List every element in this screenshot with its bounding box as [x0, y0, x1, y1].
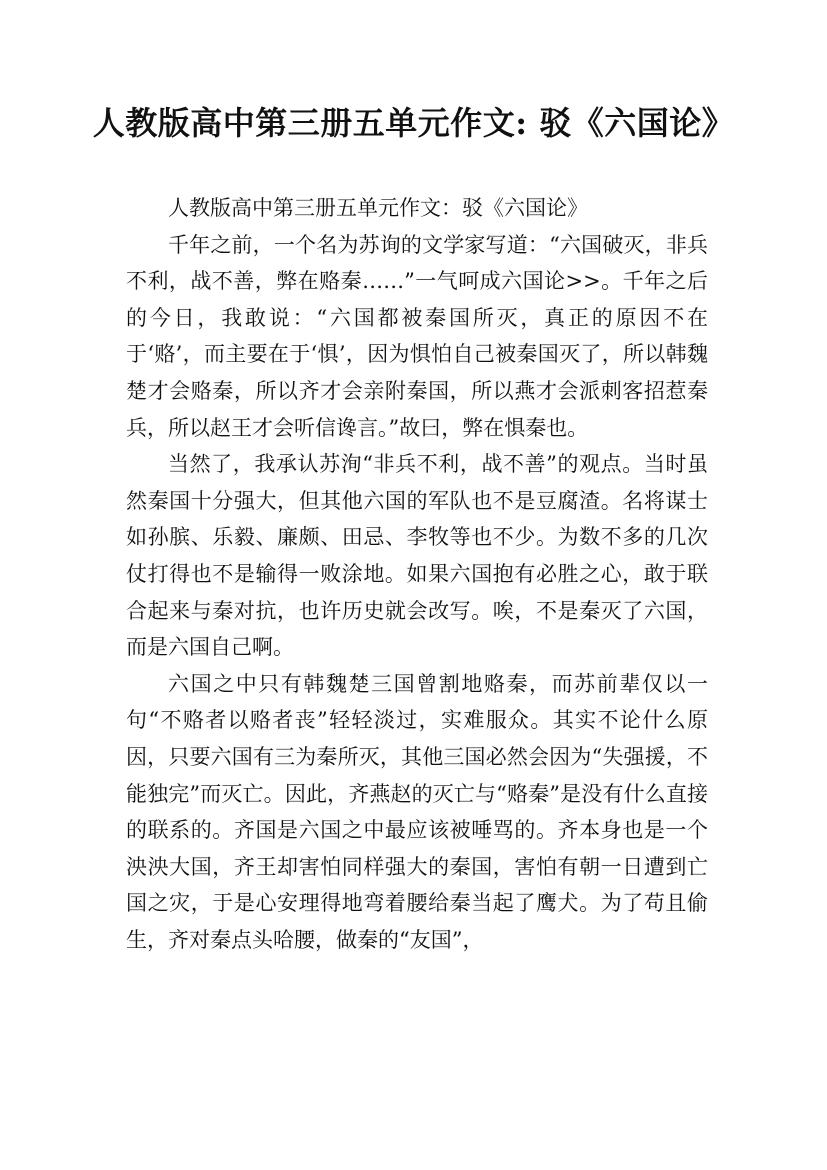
paragraph: 六国之中只有韩魏楚三国曾割地赂秦，而苏前辈仅以一句“不赂者以赂者丧”轻轻淡过，实难服众。其实不论什么原因，只要六国有三为秦所灭，其他三国必然会因为“失强援，不能独完”而灭亡。因此，齐燕赵的灭亡与“赂秦”是没有什么直接的联系的。齐国是六国之中最应该被唾骂的。齐本身也是一个泱泱大国，齐王却害怕同样强大的秦国，害怕有朝一日遭到亡国之灾，于是心安理得地弯着腰给秦当起了鹰犬。为了苟且偷生，齐对秦点头哈腰，做秦的“友国”，	[126, 671, 708, 952]
document-body	[126, 190, 708, 958]
paragraph: 当然了，我承认苏洵“非兵不利，战不善”的观点。当时虽然秦国十分强大，但其他六国的军队也不是豆腐渣。名将谋士如孙膑、乐毅、廉颇、田忌、李牧等也不少。为数不多的几次仗打得也不是输得一败涂地。如果六国抱有必胜之心，敢于联合起来与秦对抗，也许历史就会改写。唉，不是秦灭了六国，而是六国自己啊。	[126, 452, 708, 660]
paragraph: 千年之前，一个名为苏询的文学家写道：“六国破灭，非兵不利，战不善，弊在赂秦……”一气呵成六国论>>。千年之后的今日，我敢说：“六国都被秦国所灭，真正的原因不在于‘赂’，而主要在于‘惧’，因为惧怕自己被秦国灭了，所以韩魏楚才会赂秦，所以齐才会亲附秦国，所以燕才会派刺客招惹秦兵，所以赵王才会听信谗言。”故曰，弊在惧秦也。	[126, 232, 708, 440]
paragraph-subtitle: 人教版高中第三册五单元作文：驳《六国论》	[168, 196, 588, 220]
document-title: 人教版高中第三册五单元作文: 驳《六国论》	[92, 104, 735, 142]
